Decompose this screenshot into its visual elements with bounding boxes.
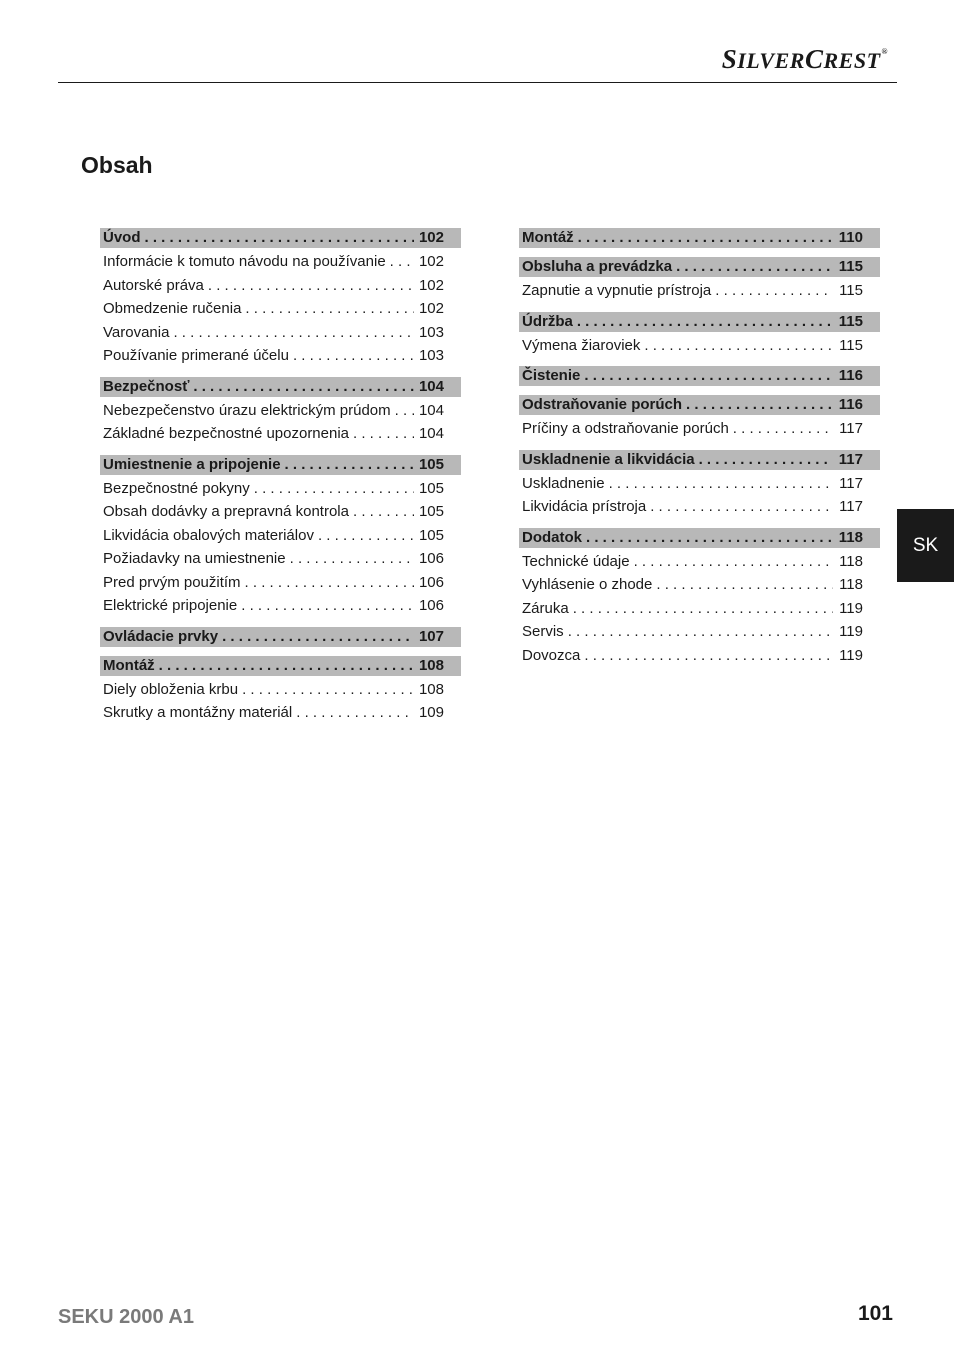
toc-entry[interactable] (100, 594, 461, 618)
toc-entry[interactable] (519, 279, 880, 303)
section-title: Obsluha a prevádzka (522, 258, 673, 275)
section-page: 117 (838, 450, 863, 468)
entry-label: Obsah dodávky a prepravná kontrola (103, 503, 349, 520)
dot-leader (577, 312, 833, 332)
toc-section-heading[interactable] (519, 366, 880, 386)
header-rule (58, 82, 897, 83)
dot-leader (173, 321, 414, 345)
toc-entry[interactable] (100, 571, 461, 595)
toc-section-heading[interactable] (519, 257, 880, 277)
section-title: Odstraňovanie porúch (522, 396, 683, 413)
toc-entry[interactable] (100, 274, 461, 298)
entry-page: 105 (418, 526, 444, 544)
toc-entry[interactable] (519, 644, 880, 668)
entry-label: Elektrické pripojenie (103, 597, 238, 614)
entry-page: 102 (418, 253, 444, 270)
dot-leader (390, 250, 414, 274)
toc-entry[interactable] (100, 701, 461, 725)
toc-entry[interactable] (100, 321, 461, 345)
toc-section (519, 312, 880, 358)
model-name: SEKU 2000 A1 (58, 1306, 194, 1328)
entry-page: 119 (839, 599, 863, 617)
dot-leader (573, 597, 833, 621)
entry-label: Likvidácia obalových materiálov (103, 526, 314, 544)
section-page: 108 (418, 656, 444, 674)
page-number: 101 (857, 1302, 893, 1325)
toc-entry[interactable] (519, 495, 880, 519)
dot-leader (644, 334, 833, 358)
toc-section (519, 257, 880, 303)
dot-leader (245, 571, 414, 595)
dot-leader (578, 228, 833, 248)
section-page: 102 (418, 229, 444, 246)
section-page: 104 (418, 377, 444, 395)
entry-label: Obmedzenie ručenia (103, 300, 242, 317)
entry-label: Používanie primerané účelu (103, 347, 289, 364)
toc-entry[interactable] (100, 477, 461, 501)
dot-leader (353, 422, 414, 446)
entry-page: 115 (839, 282, 863, 299)
toc-section (100, 377, 461, 446)
entry-label: Likvidácia prístroja (522, 498, 647, 515)
section-title: Čistenie (522, 367, 581, 384)
dot-leader (296, 701, 414, 725)
entry-page: 105 (418, 503, 444, 520)
toc-entry[interactable] (519, 334, 880, 358)
section-title: Ovládacie prvky (103, 627, 219, 645)
toc-entry[interactable] (519, 417, 880, 441)
toc-entry[interactable] (100, 250, 461, 274)
dot-leader (395, 399, 414, 423)
section-page: 107 (418, 627, 444, 645)
section-title: Montáž (103, 656, 155, 674)
toc-entry[interactable] (100, 297, 461, 321)
toc-section (100, 228, 461, 368)
section-title: Údržba (522, 312, 573, 330)
section-page: 110 (838, 229, 863, 246)
entry-label: Informácie k tomuto návodu na používanie (103, 253, 386, 270)
entry-page: 108 (418, 680, 444, 698)
section-title: Dodatok (522, 528, 582, 546)
toc-section-heading[interactable] (519, 450, 880, 470)
dot-leader (222, 627, 414, 647)
toc-entry[interactable] (100, 422, 461, 446)
toc-entry[interactable] (100, 547, 461, 571)
toc-entry[interactable] (100, 344, 461, 368)
toc-section-heading[interactable] (100, 377, 461, 397)
entry-label: Dovozca (522, 646, 581, 664)
dot-leader (145, 228, 415, 248)
toc-entry[interactable] (519, 472, 880, 496)
dot-leader (318, 524, 414, 548)
entry-page: 106 (418, 573, 444, 591)
trademark-symbol: ® (881, 47, 888, 56)
toc-section (100, 455, 461, 618)
entry-page: 119 (839, 646, 863, 664)
section-title: Úvod (103, 229, 141, 246)
toc-section-heading[interactable] (100, 455, 461, 475)
entry-page: 117 (839, 474, 863, 492)
entry-label: Bezpečnostné pokyny (103, 479, 250, 497)
toc-column-left (100, 228, 461, 734)
section-title: Umiestnenie a pripojenie (103, 455, 281, 473)
dot-leader (293, 344, 414, 368)
entry-label: Zapnutie a vypnutie prístroja (522, 282, 712, 299)
toc-section-heading[interactable] (519, 528, 880, 548)
toc-section-heading[interactable] (519, 395, 880, 415)
dot-leader (656, 573, 833, 597)
entry-label: Varovania (103, 323, 170, 341)
section-title: Uskladnenie a likvidácia (522, 450, 695, 468)
toc-entry[interactable] (100, 500, 461, 524)
entry-page: 106 (418, 550, 444, 567)
dot-leader (285, 455, 414, 475)
dot-leader (568, 620, 833, 644)
toc-section (519, 366, 880, 386)
entry-label: Nebezpečenstvo úrazu elektrickým prúdom (103, 401, 391, 419)
toc-entry[interactable] (519, 573, 880, 597)
dot-leader (715, 279, 833, 303)
dot-leader (353, 500, 414, 524)
section-page: 116 (838, 396, 863, 413)
entry-page: 103 (418, 347, 444, 364)
entry-label: Uskladnenie (522, 474, 605, 492)
dot-leader (241, 594, 414, 618)
section-page: 118 (838, 528, 863, 546)
dot-leader (159, 656, 414, 676)
entry-page: 118 (839, 552, 863, 570)
entry-page: 104 (418, 425, 444, 442)
entry-page: 117 (839, 498, 863, 515)
dot-leader (208, 274, 414, 298)
dot-leader (699, 450, 833, 470)
dot-leader (242, 678, 414, 702)
dot-leader (676, 257, 833, 277)
toc-section-heading[interactable] (519, 228, 880, 248)
entry-label: Základné bezpečnostné upozornenia (103, 425, 350, 442)
section-page: 105 (418, 455, 444, 473)
section-page: 115 (838, 258, 863, 275)
toc-section (100, 656, 461, 725)
entry-page: 119 (839, 623, 863, 640)
entry-page: 117 (839, 420, 863, 437)
dot-leader (609, 472, 833, 496)
toc-section (100, 627, 461, 647)
entry-label: Požiadavky na umiestnenie (103, 550, 286, 567)
toc-entry[interactable] (519, 597, 880, 621)
dot-leader (290, 547, 414, 571)
entry-page: 105 (418, 479, 444, 497)
toc-section-heading[interactable] (100, 656, 461, 676)
logo-silver: SILVER (721, 44, 805, 74)
toc-entry[interactable] (100, 678, 461, 702)
silvercrest-logo (722, 44, 888, 75)
entry-label: Skrutky a montážny materiál (103, 704, 293, 721)
toc-entry[interactable] (100, 524, 461, 548)
dot-leader (254, 477, 414, 501)
dot-leader (586, 528, 833, 548)
toc-entry[interactable] (100, 399, 461, 423)
toc-section (519, 528, 880, 668)
entry-page: 102 (418, 276, 444, 294)
language-tab: SK (897, 509, 954, 582)
logo-crest: CREST (804, 44, 881, 74)
toc-entry[interactable] (519, 620, 880, 644)
entry-label: Príčiny a odstraňovanie porúch (522, 420, 729, 437)
section-page: 115 (838, 312, 863, 330)
dot-leader (686, 395, 833, 415)
section-title: Bezpečnosť (103, 377, 190, 395)
entry-page: 109 (418, 704, 444, 721)
dot-leader (245, 297, 414, 321)
entry-label: Diely obloženia krbu (103, 680, 239, 698)
section-title: Montáž (522, 229, 574, 246)
dot-leader (584, 644, 833, 668)
page-title: Obsah (81, 152, 153, 178)
entry-page: 115 (839, 336, 863, 354)
dot-leader (584, 366, 833, 386)
dot-leader (650, 495, 833, 519)
entry-page: 104 (418, 401, 444, 419)
entry-label: Technické údaje (522, 552, 630, 570)
dot-leader (193, 377, 414, 397)
dot-leader (634, 550, 833, 574)
toc-entry[interactable] (519, 550, 880, 574)
toc-column-right (519, 228, 880, 676)
entry-label: Servis (522, 623, 564, 640)
toc-section-heading[interactable] (519, 312, 880, 332)
toc-section (519, 228, 880, 248)
toc-section (519, 450, 880, 519)
section-page: 116 (838, 367, 863, 384)
entry-page: 102 (418, 300, 444, 317)
toc-section-heading[interactable] (100, 627, 461, 647)
entry-label: Záruka (522, 599, 569, 617)
entry-label: Autorské práva (103, 276, 204, 294)
toc-section (519, 395, 880, 441)
toc-section-heading[interactable] (100, 228, 461, 248)
entry-label: Pred prvým použitím (103, 573, 241, 591)
entry-page: 103 (418, 323, 444, 341)
entry-page: 106 (418, 597, 444, 614)
entry-page: 118 (839, 576, 863, 593)
dot-leader (733, 417, 833, 441)
entry-label: Vyhlásenie o zhode (522, 576, 653, 593)
entry-label: Výmena žiaroviek (522, 336, 641, 354)
